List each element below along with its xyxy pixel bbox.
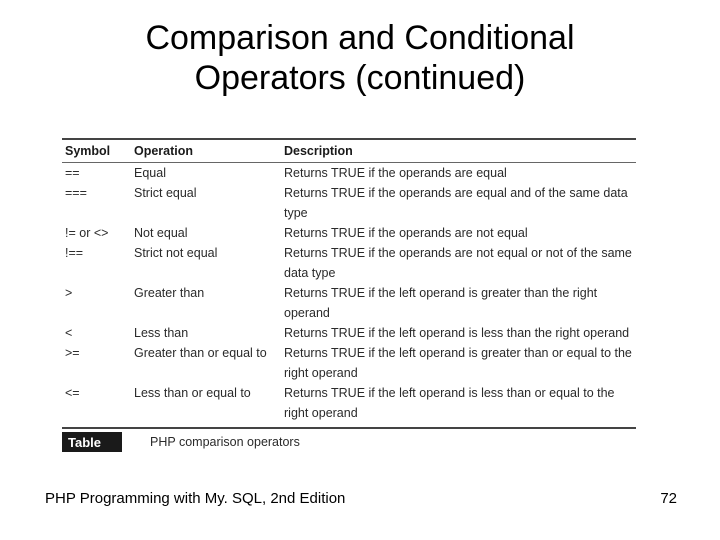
- table-caption-text: PHP comparison operators: [150, 435, 300, 449]
- table-row: [62, 183, 636, 223]
- row-symbol: !==: [65, 246, 84, 260]
- slide-title: [0, 18, 720, 98]
- table-row: [62, 243, 636, 283]
- row-symbol: >=: [65, 346, 80, 360]
- header-symbol: Symbol: [65, 144, 111, 158]
- row-operation: Greater than or equal to: [134, 346, 267, 360]
- table-row: [62, 343, 636, 383]
- row-description: Returns TRUE if the left operand is less than the right operand: [284, 326, 630, 340]
- row-symbol: ==: [65, 166, 80, 180]
- row-operation: Equal: [134, 166, 166, 180]
- row-description: Returns TRUE if the left operand is less than or equal to the right operand: [284, 386, 615, 420]
- table-row: [62, 223, 636, 243]
- row-symbol: <=: [65, 386, 80, 400]
- row-operation: Less than: [134, 326, 189, 340]
- row-operation: Greater than: [134, 286, 205, 300]
- table-row: [62, 323, 636, 343]
- table-row: [62, 383, 636, 423]
- table-caption-label: Table 1-6: [62, 432, 122, 452]
- row-description: Returns TRUE if the left operand is greater than the right operand: [284, 286, 598, 320]
- footer-book-title: PHP Programming with My. SQL, 2nd Edition: [45, 490, 346, 507]
- row-operation: Strict not equal: [134, 246, 218, 260]
- operators-table: [62, 140, 636, 423]
- slide-title-line-2: Operators (continued): [194, 59, 526, 97]
- row-symbol: >: [65, 286, 73, 300]
- header-description: Description: [284, 144, 353, 158]
- table-caption: [62, 431, 636, 470]
- row-operation: Not equal: [134, 226, 188, 240]
- row-description: Returns TRUE if the left operand is greater than or equal to the right operand: [284, 346, 632, 380]
- row-operation: Less than or equal to: [134, 386, 251, 400]
- table-header-row: [62, 140, 636, 162]
- row-description: Returns TRUE if the operands are equal and of the same data type: [284, 186, 628, 220]
- row-symbol: ===: [65, 186, 87, 200]
- row-symbol: != or <>: [65, 226, 109, 240]
- row-description: Returns TRUE if the operands are not equal or not of the same data type: [284, 246, 632, 280]
- row-description: Returns TRUE if the operands are not equal: [284, 226, 528, 240]
- footer-page-number: 72: [660, 490, 677, 507]
- header-operation: Operation: [134, 144, 194, 158]
- table-row: [62, 283, 636, 323]
- slide-title-line-1: Comparison and Conditional: [145, 19, 575, 57]
- table-row: [62, 163, 636, 183]
- row-description: Returns TRUE if the operands are equal: [284, 166, 507, 180]
- row-symbol: <: [65, 326, 73, 340]
- table-bottom-rule: [62, 427, 636, 429]
- operators-table-figure: [62, 138, 636, 470]
- row-operation: Strict equal: [134, 186, 197, 200]
